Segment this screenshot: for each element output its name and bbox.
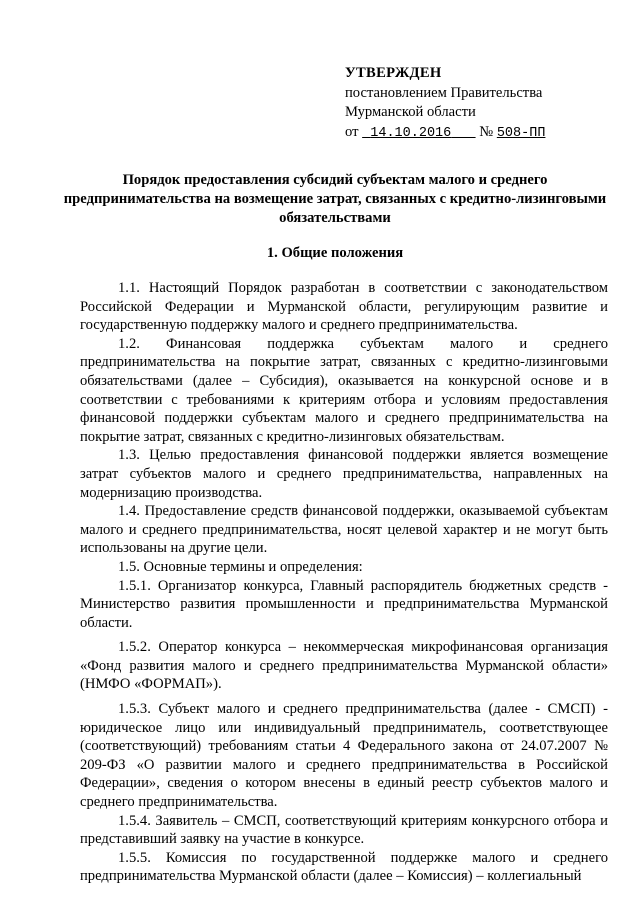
paragraph-1-5-2: 1.5.2. Оператор конкурса – некоммерческая микрофинансовая организация «Фонд развития малого и среднего предпринимательства Мурманской области» (НМФО «ФОРМАП»).	[80, 639, 608, 693]
paragraph-1-5-4: 1.5.4. Заявитель – СМСП, соответствующий критериям конкурсного отбора и представивший заявку на участие в конкурсе.	[80, 812, 608, 848]
paragraph-1-5: 1.5. Основные термины и определения:	[118, 558, 363, 575]
approval-heading: УТВЕРЖДЕН	[345, 65, 442, 81]
approval-line-1: постановлением Правительства	[345, 84, 543, 101]
paragraph-1-5-1: 1.5.1. Организатор конкурса, Главный распорядитель бюджетных средств - Министерство развития промышленности и предпринимательства Мурманской области.	[80, 577, 608, 631]
document-body	[80, 279, 608, 886]
approval-block	[345, 64, 545, 143]
paragraph-1-4: 1.4. Предоставление средств финансовой поддержки, оказываемой субъектам малого и среднего предпринимательства, носят целевой характер и не могут быть использованы на другие цели.	[80, 503, 608, 557]
approval-date-prefix: от	[345, 123, 359, 140]
paragraph-1-5-3: 1.5.3. Субъект малого и среднего предпринимательства (далее - СМСП) - юридическое лицо или индивидуальный предприниматель, соответствующее (соответствующий) требованиям статьи 4 Федерального закона от 24.07.2007 № 209-ФЗ «О развитии малого и среднего предпринимательства в Российской Федерации», сведения о котором внесены в единый реестр субъектов малого и среднего предпринимательства.	[80, 701, 608, 811]
section-heading: 1. Общие положения	[266, 245, 404, 261]
paragraph-1-2: 1.2. Финансовая поддержка субъектам малого и среднего предпринимательства на покрытие затрат, связанных с кредитно-лизинговыми обязательствами (далее – Субсидия), оказывается на конкурсной основе и в соответствии с требованиями к критериям отбора и условиям предоставления финансовой поддержки субъектам малого и среднего предпринимательства на покрытие затрат, связанных с кредитно-лизинговых обязательствам.	[80, 335, 608, 445]
document-title: Порядок предоставления субсидий субъектам малого и среднего предпринимательства на возмещение затрат, связанных с кредитно-лизинговыми обязательствами	[63, 172, 607, 226]
paragraph-1-3: 1.3. Целью предоставления финансовой поддержки является возмещение затрат субъектов малого и среднего предпринимательства, направленных на модернизацию производства.	[80, 447, 608, 501]
approval-date: 14.10.2016	[370, 125, 452, 141]
approval-date-line	[345, 123, 545, 144]
paragraph-1-1: 1.1. Настоящий Порядок разработан в соответствии с законодательством Российской Федерации и Мурманской области, регулирующим развитие и государственную поддержку малого и среднего предпринимательства.	[80, 280, 608, 334]
approval-line-2: Мурманской области	[345, 104, 476, 120]
paragraph-1-5-5: 1.5.5. Комиссия по государственной поддержке малого и среднего предпринимательства Мурманской области (далее – Комиссия) – коллегиальный	[80, 849, 608, 885]
approval-number: 508-ПП	[496, 125, 546, 141]
approval-number-label: №	[479, 123, 494, 140]
